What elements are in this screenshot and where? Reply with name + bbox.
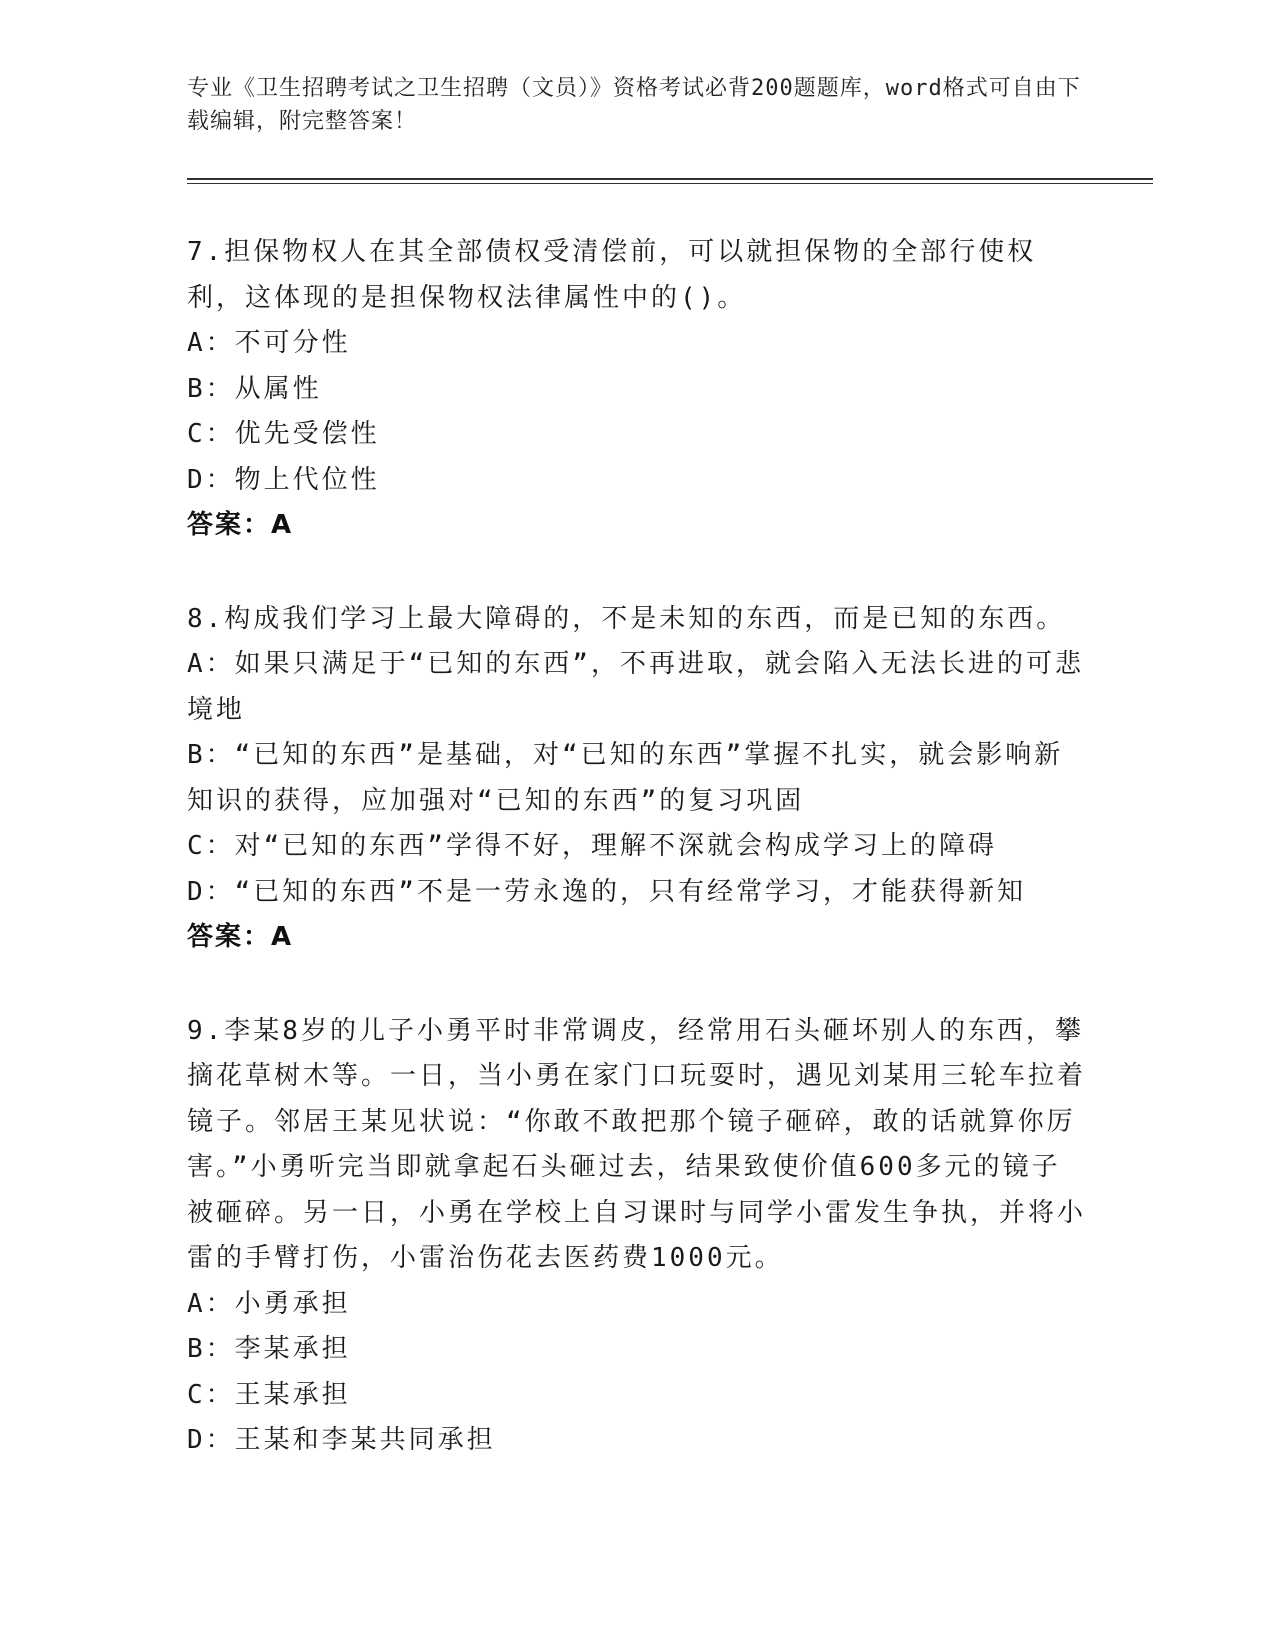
- option-d: D：“已知的东西”不是一劳永逸的，只有经常学习，才能获得新知: [187, 876, 1026, 907]
- option-c: C：对“已知的东西”学得不好，理解不深就会构成学习上的障碍: [187, 831, 997, 861]
- option-b: B：“已知的东西”是基础，对“已知的东西”掌握不扎实，就会影响新知识的获得，应加强对“已知的东西”的复习巩固: [187, 740, 1064, 816]
- option-a: A：小勇承担: [187, 1288, 351, 1319]
- option-c: C：王某承担: [187, 1379, 351, 1410]
- question-stem: 8.构成我们学习上最大障碍的，不是未知的东西，而是已知的东西。: [187, 603, 1066, 634]
- option-b: B：从属性: [187, 373, 322, 404]
- option-a: A：不可分性: [187, 328, 351, 358]
- option-d: D：物上代位性: [187, 464, 380, 495]
- option-a: A：如果只满足于“已知的东西”，不再进取，就会陷入无法长进的可悲境地: [187, 649, 1084, 725]
- option-c: C：优先受偿性: [187, 419, 380, 449]
- option-b: B：李某承担: [187, 1334, 351, 1364]
- question-7: [187, 230, 1087, 549]
- question-stem: 9.李某8岁的儿子小勇平时非常调皮，经常用石头砸坏别人的东西，攀摘花草树木等。一日，当小勇在家门口玩耍时，遇见刘某用三轮车拉着镜子。邻居王某见状说：“你敢不敢把那个镜子砸碎，敢的话就算你厉害。”小勇听完当即就拿起石头砸过去，结果致使价值600多元的镜子被砸碎。另一日，小勇在学校上自习课时与同学小雷发生争执，并将小雷的手臂打伤，小雷治伤花去医药费1000元。: [187, 1015, 1087, 1273]
- question-list: [187, 230, 1087, 1464]
- question-8: [187, 597, 1087, 961]
- option-d: D：王某和李某共同承担: [187, 1425, 496, 1455]
- question-9: [187, 1009, 1087, 1464]
- question-stem: 7.担保物权人在其全部债权受清偿前，可以就担保物的全部行使权利，这体现的是担保物权法律属性中的()。: [187, 237, 1037, 313]
- document-header: 专业《卫生招聘考试之卫生招聘（文员）》资格考试必背200题题库，word格式可自由下载编辑，附完整答案！: [187, 76, 1081, 134]
- answer-line: 答案：A: [187, 510, 294, 540]
- answer-line: 答案：A: [187, 922, 294, 952]
- header-divider: [187, 178, 1153, 184]
